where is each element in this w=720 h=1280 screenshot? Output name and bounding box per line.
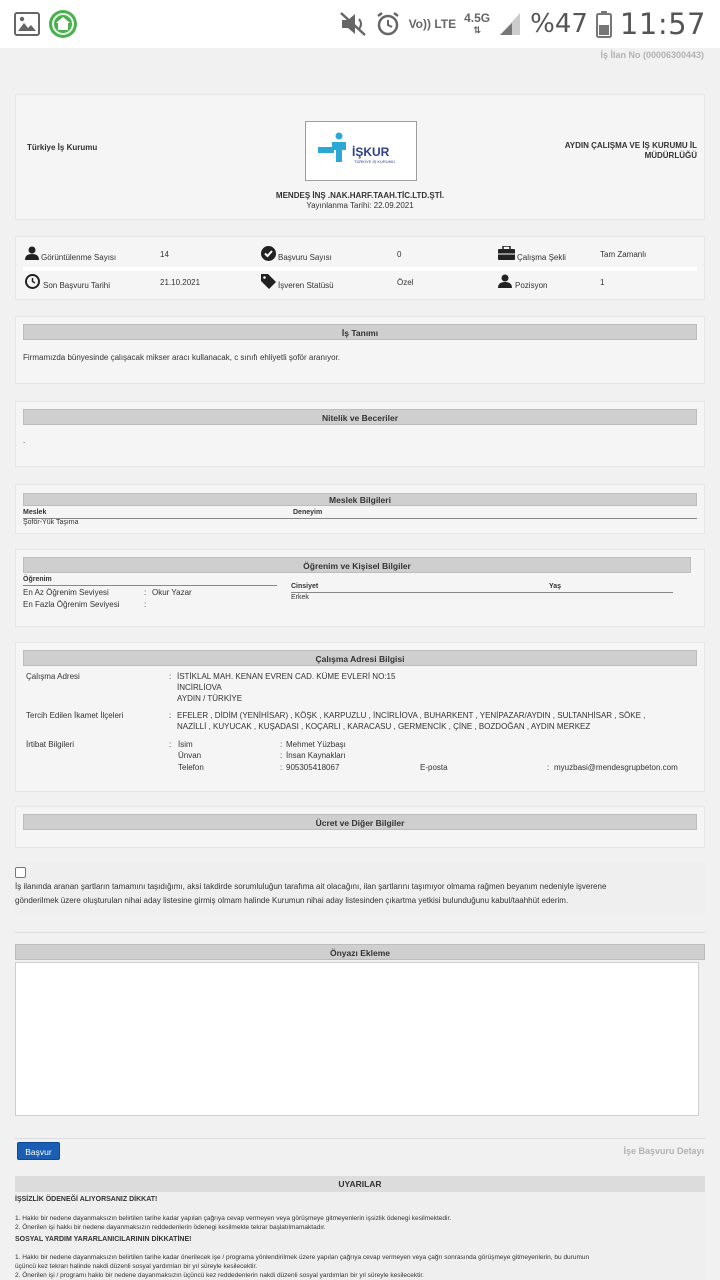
wage-title: Ücret ve Diğer Bilgiler <box>23 814 697 830</box>
profession-value: Şoför-Yük Taşıma <box>23 519 79 526</box>
check-circle-icon <box>261 246 276 261</box>
iskur-logo <box>305 121 417 181</box>
applications-value: 0 <box>397 250 402 259</box>
battery-icon <box>596 10 612 38</box>
skills-title: Nitelik ve Beceriler <box>23 409 697 425</box>
apply-button[interactable]: Başvur <box>17 1142 60 1160</box>
application-detail-link[interactable]: İşe Başvuru Detayı <box>623 1146 704 1156</box>
position-label: Pozisyon <box>515 281 548 290</box>
cover-letter-textarea[interactable] <box>15 962 699 1116</box>
job-description-title: İş Tanımı <box>23 324 697 340</box>
cover-letter-title: Önyazı Ekleme <box>15 944 705 960</box>
preferred-districts-label: Tercih Edilen İkamet İlçeleri <box>26 711 124 720</box>
warning-social-1: 1. Hakkı bir nedene dayanmaksızın belirtilen tarihe kadar önerilecek işe / programa yönlendirilmek üzere yapılan çağrıya cevap vermeyen veya çağrı sonrasında görüşmeye gitmeyenlerin, bu durumun <box>15 1254 590 1261</box>
deadline-value: 21.10.2021 <box>160 278 201 287</box>
address-panel <box>15 642 705 792</box>
work-address-label: Çalışma Adresi <box>26 672 80 681</box>
clock-icon <box>25 274 40 289</box>
job-description-panel <box>15 316 705 384</box>
preferred-districts-line2: NAZİLLİ , KUYUCAK , KUŞADASI , KOÇARLI , KARACASU , GERMENCİK , ÇİNE , BOZDOĞAN , AYDIN MERKEZ <box>177 722 591 731</box>
skills-panel <box>15 401 705 467</box>
contact-label: İrtibat Bilgileri <box>26 740 75 749</box>
warning-unemployment-2: 2. Önerilen işi hakkı bir nedene dayanmaksızın reddedenlerin ödenegi kesilmekte tekrar başlatılmamaktadır. <box>15 1224 326 1231</box>
work-address-line1: İSTİKLAL MAH. KENAN EVREN CAD. KÜME EVLERİ NO:15 <box>177 672 396 681</box>
gender-header: Cinsiyet <box>291 583 319 590</box>
signal-icon <box>498 11 522 37</box>
job-posting-number: İş İlan No (00006300443) <box>600 50 704 60</box>
address-title: Çalışma Adresi Bilgisi <box>23 650 697 666</box>
work-type-value: Tam Zamanlı <box>600 250 647 259</box>
warning-unemployment-1: 1. Hakkı bir nedene dayanmaksızın belirtilen tarihe kadar yapılan çağrıya cevap vermeyen veya görüşmeye gitmeyenlerin işsizlik ödenegi kesilmektedir. <box>15 1215 452 1222</box>
volte-indicator: Vo)) LTE <box>408 17 457 31</box>
education-panel <box>15 549 705 627</box>
contact-name-value: Mehmet Yüzbaşı <box>286 740 346 749</box>
warnings-panel <box>15 1176 705 1280</box>
profession-col-meslek: Meslek <box>23 509 47 516</box>
colon: : <box>547 763 550 772</box>
briefcase-icon <box>498 246 515 260</box>
contact-phone-label: Telefon <box>178 763 204 772</box>
job-description-text: Firmamızda bünyesinde çalışacak mikser aracı kullanacak, c sınıfı ehliyetli şoför aranıyor. <box>23 353 341 362</box>
company-name: MENDEŞ İNŞ .NAK.HARF.TAAH.TİC.LTD.ŞTİ. <box>275 191 445 200</box>
employer-status-label: İşveren Statüsü <box>278 281 334 290</box>
work-address-line2: İNCİRLİOVA <box>177 683 222 692</box>
contact-phone-value[interactable]: 905305418067 <box>286 763 340 772</box>
views-value: 14 <box>160 250 169 259</box>
colon: : <box>169 740 172 749</box>
age-header: Yaş <box>549 583 562 590</box>
battery-percent: %47 <box>530 9 588 39</box>
deadline-label: Son Başvuru Tarihi <box>43 281 110 290</box>
warning-social-1b: üçüncü kez tekrarı halinde nakdi düzenli sosyal yardımları bir yıl süreyle kesilecektir. <box>15 1263 258 1270</box>
colon: : <box>280 740 283 749</box>
user-icon <box>25 246 39 260</box>
contact-email-label: E-posta <box>420 763 448 772</box>
alarm-icon <box>375 11 401 37</box>
agency-directorate-line1: AYDIN ÇALIŞMA VE İŞ KURUMU İL <box>564 141 697 150</box>
logo-subtext: TÜRKİYE İŞ KURUMU <box>354 159 395 164</box>
applications-label: Başvuru Sayısı <box>278 253 332 262</box>
employer-status-value: Özel <box>397 278 414 287</box>
colon: : <box>169 672 172 681</box>
agreement-line2: gönderilmek üzere oluşturulan nihai aday listesine girmiş olmam halinde Kurumun nihai aday listesinden çıkartma yetkisi bulunduğunu kabul/taahhüt ederim. <box>15 896 569 905</box>
profession-panel <box>15 484 705 534</box>
agency-directorate-line2: MÜDÜRLÜĞÜ <box>644 151 697 160</box>
clock: 11:57 <box>619 7 706 41</box>
work-type-label: Çalışma Şekli <box>517 253 566 262</box>
status-bar <box>0 0 720 48</box>
tag-icon <box>261 274 276 289</box>
education-ogrenim-header: Öğrenim <box>23 576 52 583</box>
warnings-title: UYARILAR <box>15 1176 705 1192</box>
work-address-line3: AYDIN / TÜRKİYE <box>177 694 243 703</box>
contact-email-value[interactable]: myuzbasi@mendesgrupbeton.com <box>554 763 678 772</box>
agreement-checkbox[interactable] <box>15 867 26 878</box>
skills-text: . <box>23 436 26 445</box>
job-posting-page <box>0 48 720 1280</box>
contact-title-value: İnsan Kaynakları <box>286 751 346 760</box>
agreement-line1: İş ilanında aranan şartların tamamını taşıdığımı, aksi takdirde sorumluluğun tarafıma ait olacağını, ilan şartlarını taşımıyor olmama rağmen beyanım nedeniyle işverene <box>15 882 607 891</box>
warning-social-heading: SOSYAL YARDIM YARARLANICILARININ DİKKATİNE! <box>15 1236 192 1243</box>
agreement-panel <box>15 861 705 913</box>
logo-text: İŞKUR <box>352 145 390 159</box>
colon: : <box>280 751 283 760</box>
gender-value: Erkek <box>291 594 309 601</box>
network-type: 4.5G ⇅ <box>464 11 491 35</box>
publish-date: Yayınlanma Tarihi: 22.09.2021 <box>306 201 414 210</box>
colon: : <box>280 763 283 772</box>
warning-unemployment-heading: İŞSİZLİK ÖDENEĞİ ALIYORSANIZ DİKKAT! <box>15 1196 158 1203</box>
views-label: Görüntülenme Sayısı <box>41 253 117 262</box>
warning-social-2: 2. Önerilen işi / programı hakkı bir nedene dayanmaksızın üçüncü kez reddedenlerin nakdi düzenli sosyal yardımları bir yıl süreyle kesilecektir. <box>15 1272 424 1279</box>
header-panel <box>15 94 705 220</box>
agency-name: Türkiye İş Kurumu <box>27 143 98 152</box>
education-title: Öğrenim ve Kişisel Bilgiler <box>23 557 691 573</box>
contact-name-label: İsim <box>178 740 193 749</box>
colon: : <box>144 600 147 609</box>
preferred-districts-line1: EFELER , DİDİM (YENİHİSAR) , KÖŞK , KARPUZLU , İNCİRLİOVA , BUHARKENT , YENİPAZAR/AYDIN , SULTANHİSAR , SÖKE , <box>177 711 646 720</box>
education-max-label: En Fazla Öğrenim Seviyesi <box>23 600 120 609</box>
colon: : <box>144 588 147 597</box>
gallery-icon <box>14 12 40 36</box>
profession-col-deneyim: Deneyim <box>293 509 323 516</box>
mute-icon <box>339 11 367 37</box>
position-value: 1 <box>600 278 605 287</box>
contact-title-label: Ünvan <box>178 751 202 760</box>
user-icon <box>498 274 512 288</box>
home-app-icon <box>48 9 78 39</box>
colon: : <box>169 711 172 720</box>
stats-panel <box>15 236 705 300</box>
profession-title: Meslek Bilgileri <box>23 493 697 506</box>
education-min-label: En Az Öğrenim Seviyesi <box>23 588 109 597</box>
education-min-value: Okur Yazar <box>152 588 192 597</box>
wage-panel <box>15 806 705 848</box>
